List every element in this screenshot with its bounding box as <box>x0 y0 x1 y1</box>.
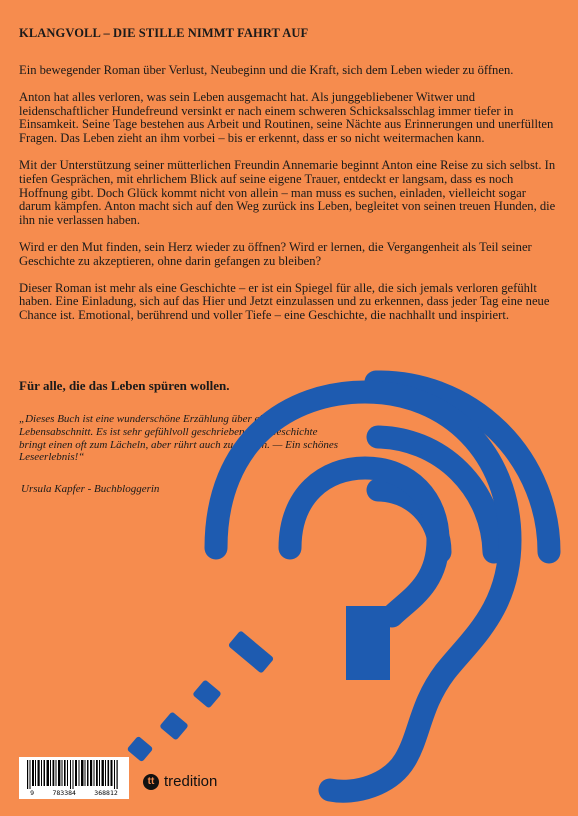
sound-dash <box>159 711 189 740</box>
blurb-paragraph: Ein bewegender Roman über Verlust, Neubeginn und die Kraft, sich dem Leben wieder zu öffnen. <box>19 63 514 77</box>
blurb-paragraph: Wird er den Mut finden, sein Herz wieder zu öffnen? Wird er lernen, die Vergangenheit als Teil seiner Geschichte zu akzeptieren, ohne darin gefangen zu bleiben? <box>19 239 532 268</box>
sound-dash <box>228 630 275 674</box>
publisher-name: tredition <box>164 773 218 790</box>
barcode-digit-group: 783384 <box>52 789 76 797</box>
review-quote: „Dieses Buch ist eine wunderschöne Erzählung über einen Lebensabschnitt. Es ist sehr gefühlvoll geschrieben. Die Geschichte bringt einen oft zum Lächeln, aber rührt auch zu Tränen. — Ein schönes Leseerlebnis!“ <box>19 413 338 464</box>
blurb-paragraph: Mit der Unterstützung seiner mütterlichen Freundin Annemarie beginnt Anton eine Reise zu sich selbst. In tiefen Gesprächen, mit ehrlichem Blick auf seine eigene Trauer, entdeckt er langsam, dass es noch Hoffnung gibt. Doch Glück kommt nicht von allein – man muss es suchen, einladen, vielleicht sogar darum kämpfen. Anton macht sich auf den Weg zurück ins Leben, begleitet von seinen treuen Hunden, die ihn nie verlassen haben. <box>19 157 556 228</box>
book-title: KLANGVOLL – DIE STILLE NIMMT FAHRT AUF <box>19 26 309 40</box>
blurb-paragraph: Dieser Roman ist mehr als eine Geschichte – er ist ein Spiegel für alle, die sich jemals verloren gefühlt haben. Eine Einladung, sich auf das Hier und Jetzt einzulassen und zu erkennen, dass jeder Tag eine neue Chance ist. Emotional, berührend und voller Tiefe – eine Geschichte, die nachhallt und inspiriert. <box>19 280 550 323</box>
publisher-logo-icon: tt <box>143 774 159 790</box>
blurb-paragraph: Anton hat alles verloren, was sein Leben ausgemacht hat. Als junggebliebener Witwer und leidenschaftlicher Hundefreund versinkt er nach einem schweren Schicksalsschlag immer tiefer in Einsamkeit. Seine Tage bestehen aus Arbeit und Routinen, seine Nächte aus Erinnerungen und unerfüllten Fragen. Das Leben zieht an ihm vorbei – bis er erkennt, dass er so nicht weitermachen kann. <box>19 89 554 146</box>
sound-dash <box>127 736 154 763</box>
barcode-bars <box>19 757 129 791</box>
barcode-digit-group: 368812 <box>94 789 118 797</box>
ear-inner <box>290 468 438 616</box>
review-author: Ursula Kapfer - Buchbloggerin <box>21 483 160 495</box>
publisher <box>143 773 217 790</box>
ear-inner-block <box>346 606 390 680</box>
tagline: Für alle, die das Leben spüren wollen. <box>19 378 230 393</box>
barcode-digits <box>19 789 129 797</box>
isbn-barcode <box>19 757 129 799</box>
barcode-digit-group: 9 <box>30 789 35 797</box>
sound-dash <box>192 679 222 708</box>
ear-outer <box>216 392 510 791</box>
